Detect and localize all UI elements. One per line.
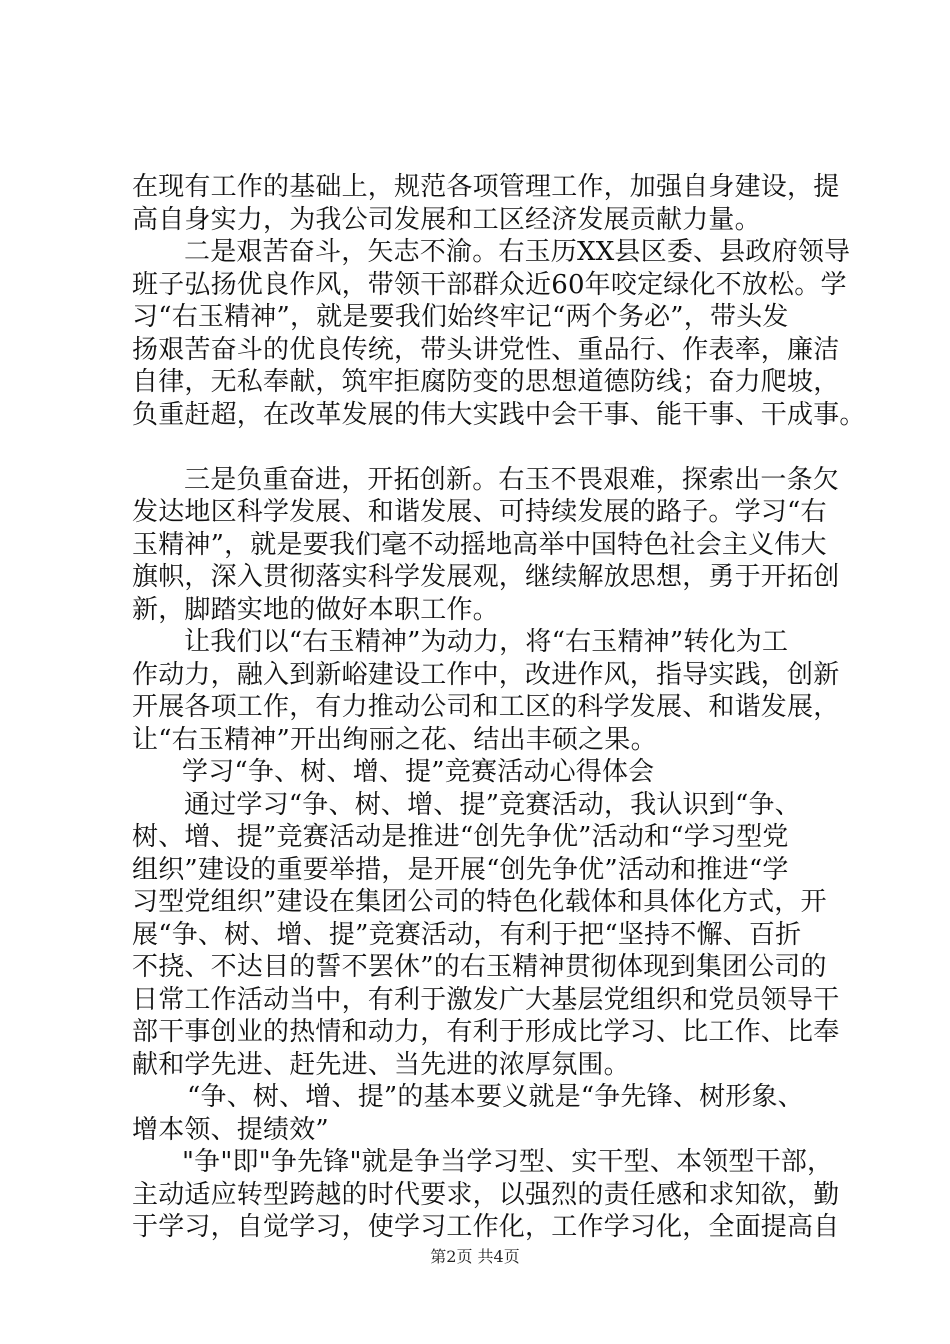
text-line: 开展各项工作，有力推动公司和工区的科学发展、和谐发展，: [132, 692, 840, 722]
paragraph-gap: [132, 431, 832, 464]
text-line: 习“右玉精神”，就是要我们始终牢记“两个务必”，带头发: [132, 302, 789, 332]
text-line: 学习“争、树、增、提”竞赛活动心得体会: [182, 757, 655, 787]
text-line: 二是艰苦奋斗，矢志不渝。右玉历XX县区委、县政府领导: [184, 237, 851, 267]
text-line: 三是负重奋进，开拓创新。右玉不畏艰难，探索出一条欠: [184, 464, 840, 495]
text-line: 于学习，自觉学习，使学习工作化，工作学习化，全面提高自: [132, 1212, 840, 1242]
text-line: 主动适应转型跨越的时代要求，以强烈的责任感和求知欲，勤: [132, 1179, 840, 1210]
text-line: 增本领、提绩效”: [132, 1114, 329, 1145]
text-line: 旗帜，深入贯彻落实科学发展观，继续解放思想，勇于开拓创: [132, 562, 840, 592]
text-line: “争、树、增、提”的基本要义就是“争先锋、树形象、: [187, 1082, 804, 1112]
text-line: 展“争、树、增、提”竞赛活动，有利于把“坚持不懈、百折: [132, 919, 802, 950]
text-line: 高自身实力，为我公司发展和工区经济发展贡献力量。: [132, 204, 761, 235]
text-line: 树、增、提”竞赛活动是推进“创先争优”活动和“学习型党: [132, 822, 789, 852]
text-line: 新，脚踏实地的做好本职工作。: [132, 594, 499, 625]
text-line: 部干事创业的热情和动力，有利于形成比学习、比工作、比奉: [132, 1017, 840, 1047]
text-line: "争"即"争先锋"就是争当学习型、实干型、本领型干部，: [182, 1147, 834, 1177]
text-line: 通过学习“争、树、增、提”竞赛活动，我认识到“争、: [184, 789, 801, 820]
text-line: 让我们以“右玉精神”为动力，将“右玉精神”转化为工: [184, 627, 789, 657]
text-line: 组织”建设的重要举措，是开展“创先争优”活动和推进“学: [132, 854, 789, 885]
text-line: 自律，无私奉献，筑牢拒腐防变的思想道德防线；奋力爬坡，: [132, 367, 840, 397]
text-line: 发达地区科学发展、和谐发展、可持续发展的路子。学习“右: [132, 497, 827, 527]
text-line: 日常工作活动当中，有利于激发广大基层党组织和党员领导干: [132, 984, 840, 1015]
text-line: 在现有工作的基础上，规范各项管理工作，加强自身建设，提: [132, 172, 840, 202]
text-line: 献和学先进、赶先进、当先进的浓厚氛围。: [132, 1049, 630, 1080]
text-line: 作动力，融入到新峪建设工作中，改进作风，指导实践，创新: [132, 659, 840, 690]
page-footer: 第2页 共4页: [430, 1247, 520, 1266]
text-line: 习型党组织”建设在集团公司的特色化载体和具体化方式，开: [132, 887, 827, 917]
document-body: [132, 171, 866, 1244]
text-line: 扬艰苦奋斗的优良传统，带头讲党性、重品行、作表率，廉洁: [132, 334, 840, 365]
text-line: 不挠、不达目的誓不罢休”的右玉精神贯彻体现到集团公司的: [132, 952, 827, 982]
text-line: 玉精神”，就是要我们毫不动摇地高举中国特色社会主义伟大: [132, 529, 827, 560]
text-line: 班子弘扬优良作风，带领干部群众近60年咬定绿化不放松。学: [132, 269, 847, 300]
text-line: 负重赶超，在改革发展的伟大实践中会干事、能干事、干成事。: [132, 399, 866, 430]
text-line: 让“右玉精神”开出绚丽之花、结出丰硕之果。: [132, 724, 657, 755]
